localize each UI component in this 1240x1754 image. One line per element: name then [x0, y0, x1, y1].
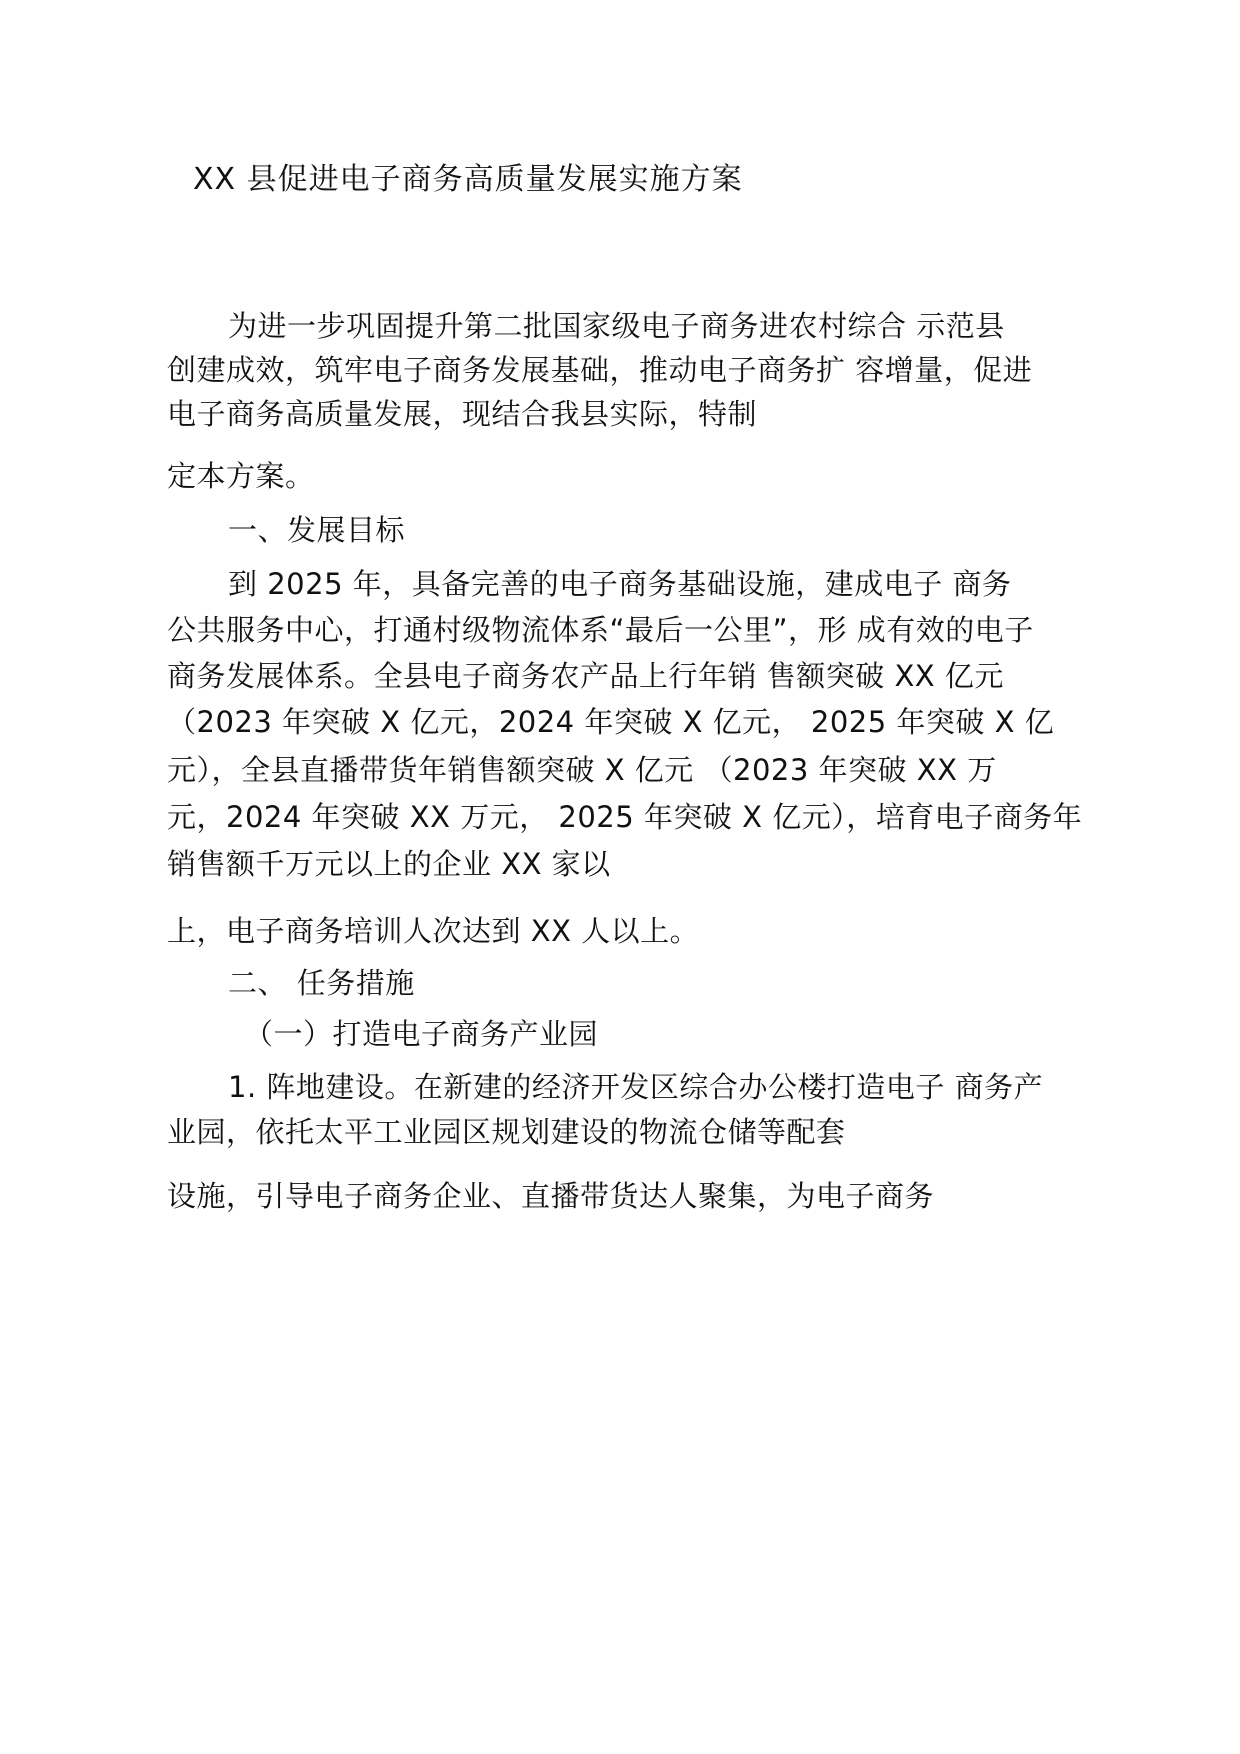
section1-heading: 一、发展目标 — [228, 513, 406, 547]
section1-line-1: 到 2025 年，具备完善的电子商务基础设施，建成电子 商务 — [228, 567, 1012, 601]
subsection1-heading: （一）打造电子商务产业园 — [244, 1017, 599, 1051]
subsection1-line-3: 设施，引导电子商务企业、直播带货达人聚集，为电子商务 — [167, 1179, 935, 1213]
intro-line-1: 为进一步巩固提升第二批国家级电子商务进农村综合 示范县 — [228, 309, 1005, 343]
section1-line-8: 上，电子商务培训人次达到 XX 人以上。 — [167, 914, 700, 948]
section1-line-4: （2023 年突破 X 亿元，2024 年突破 X 亿元， 2025 年突破 X 亿 — [167, 705, 1055, 739]
section1-line-2: 公共服务中心，打通村级物流体系“最后一公里”，形 成有效的电子 — [167, 613, 1034, 647]
document-title: XX 县促进电子商务高质量发展实施方案 — [193, 162, 743, 197]
subsection1-line-2: 业园，依托太平工业园区规划建设的物流仓储等配套 — [167, 1115, 846, 1149]
intro-line-4: 定本方案。 — [167, 459, 315, 493]
section1-line-5: 元），全县直播带货年销售额突破 X 亿元 （2023 年突破 XX 万 — [167, 753, 997, 787]
section1-line-3: 商务发展体系。全县电子商务农产品上行年销 售额突破 XX 亿元 — [167, 659, 1004, 693]
subsection1-line-1: 1. 阵地建设。在新建的经济开发区综合办公楼打造电子 商务产 — [228, 1070, 1044, 1104]
intro-line-3: 电子商务高质量发展，现结合我县实际，特制 — [167, 397, 758, 431]
intro-line-2: 创建成效，筑牢电子商务发展基础，推动电子商务扩 容增量，促进 — [167, 353, 1033, 387]
section1-line-6: 元，2024 年突破 XX 万元， 2025 年突破 X 亿元），培育电子商务年 — [167, 800, 1083, 834]
section1-line-7: 销售额千万元以上的企业 XX 家以 — [167, 847, 611, 881]
section2-heading: 二、 任务措施 — [228, 966, 415, 1000]
